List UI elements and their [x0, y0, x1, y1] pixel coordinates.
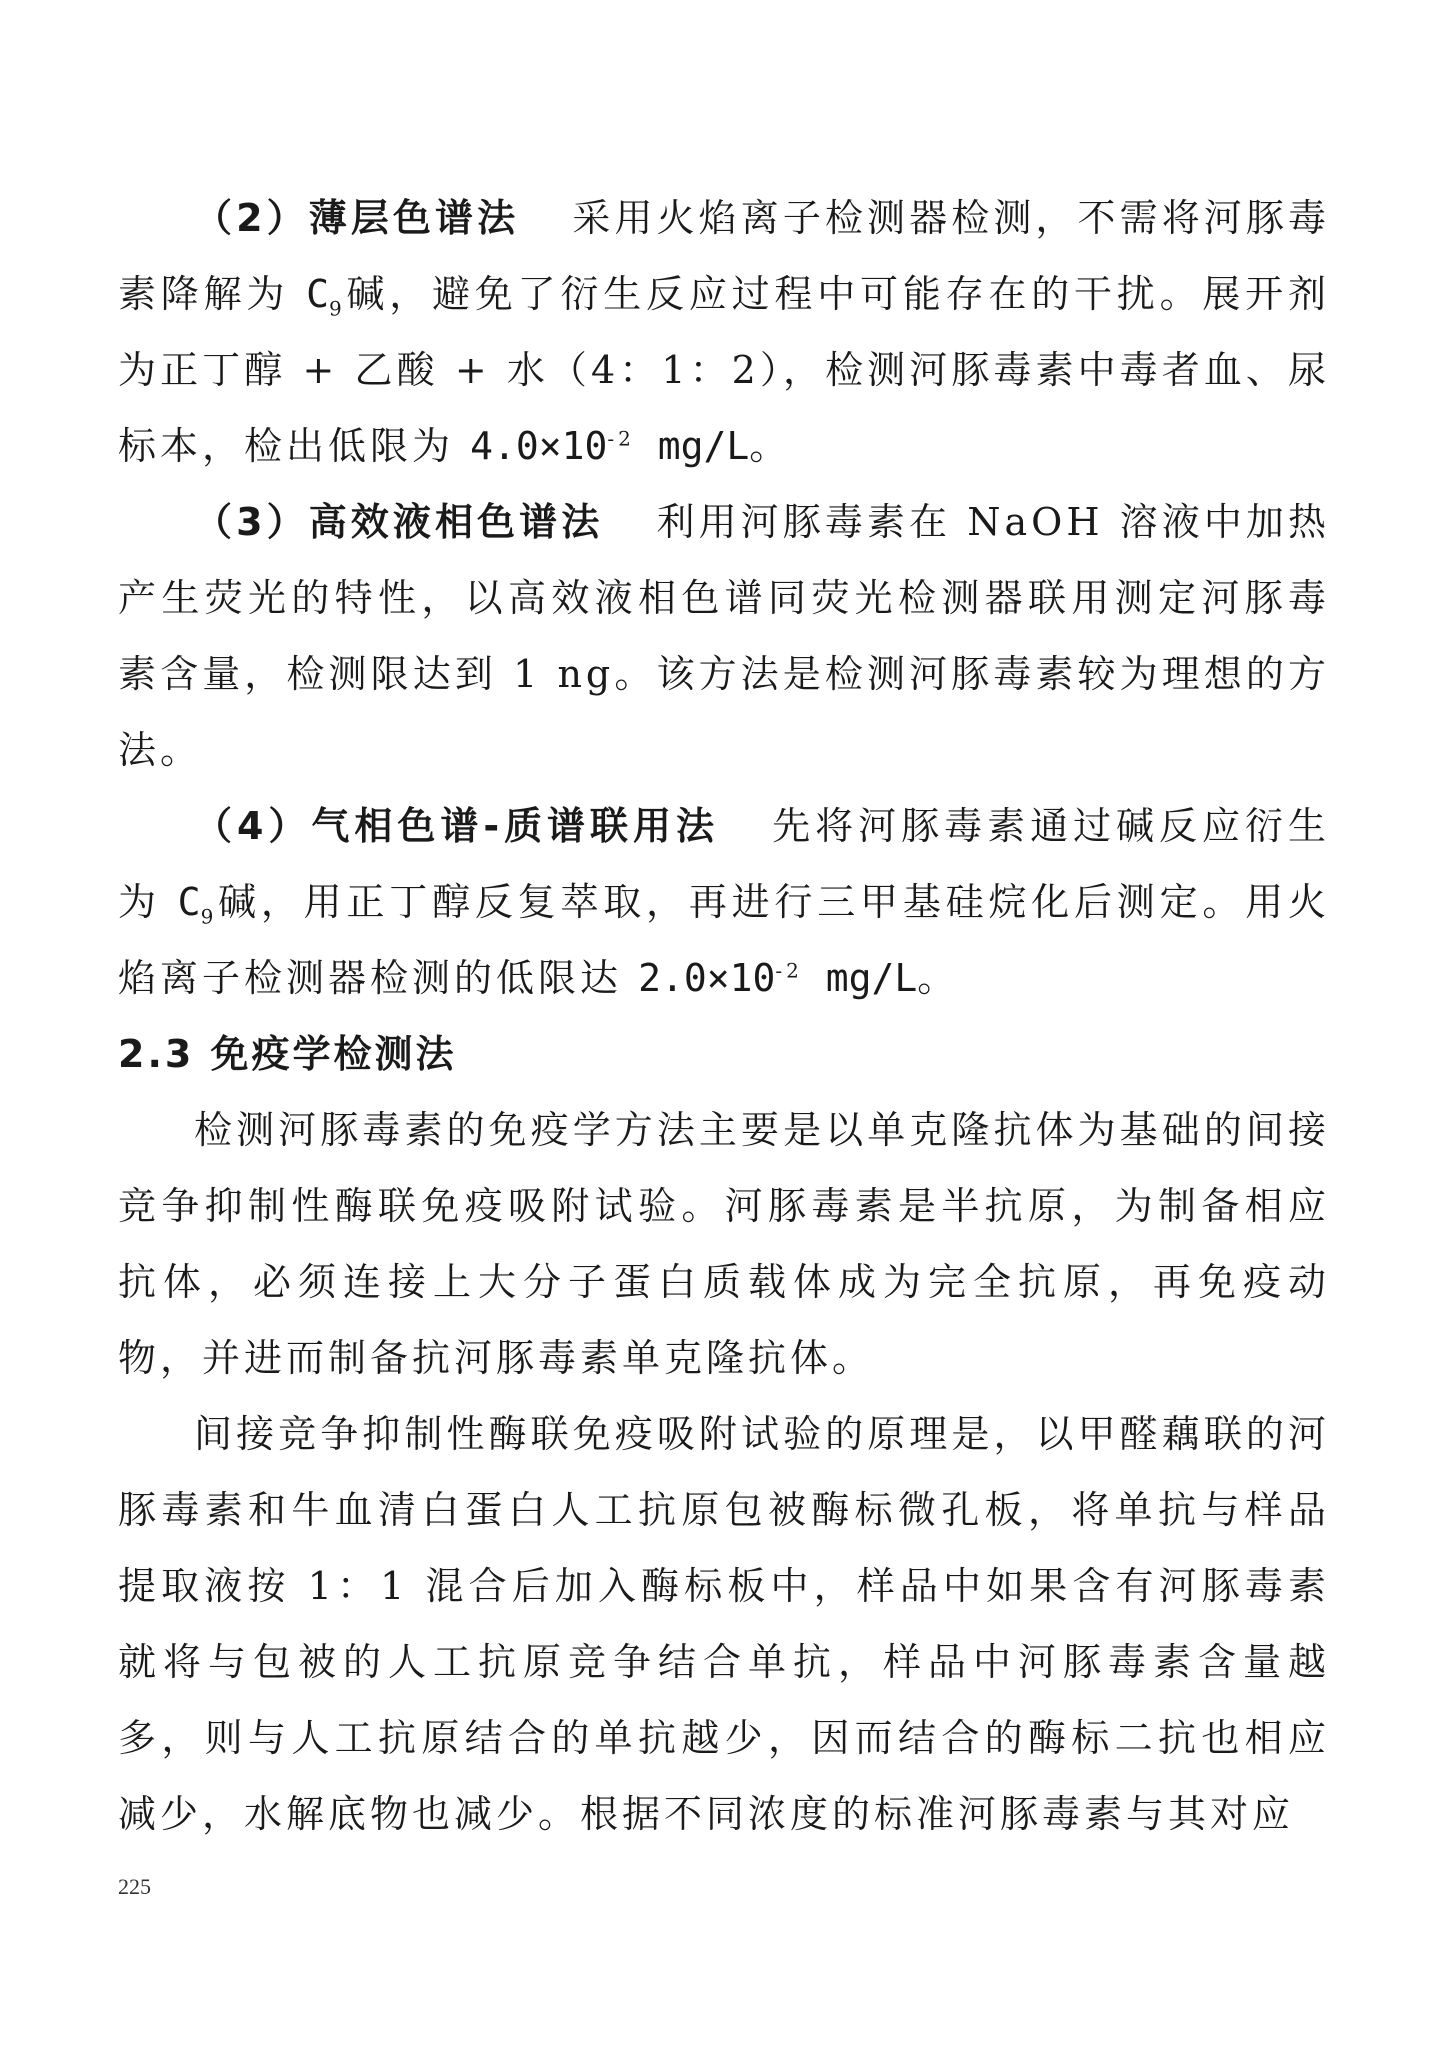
gcms-limit-exponent: -2 [775, 958, 803, 983]
paragraph-gc-ms [118, 788, 1330, 1016]
section-heading-immunology: 2.3 免疫学检测法 [118, 1032, 457, 1076]
tlc-limit-exponent: -2 [607, 426, 635, 451]
page-number: 225 [118, 1874, 151, 1899]
hplc-text: 利用河豚毒素在 NaOH 溶液中加热产生荧光的特性，以高效液相色谱同荧光检测器联用测定河豚毒素含量，检测限达到 1 ng。该方法是检测河豚毒素较为理想的方法。 [118, 500, 1330, 772]
paragraph-thin-layer-chromatography [118, 180, 1330, 484]
tlc-limit-value: 4.0×10 [470, 424, 608, 468]
paragraph-elisa-principle: 间接竞争抑制性酶联免疫吸附试验的原理是，以甲醛藕联的河豚毒素和牛血清白蛋白人工抗原包被酶标微孔板，将单抗与样品提取液按 1：1 混合后加入酶标板中，样品中如果含有河豚毒素就将与包被的人工抗原竞争结合单抗，样品中河豚毒素含量越多，则与人工抗原结合的单抗越少，因而结合的酶标二抗也相应减少，水解底物也减少。根据不同浓度的标准河豚毒素与其对应 [118, 1412, 1330, 1836]
method-title-tlc: （2）薄层色谱法 [194, 196, 520, 240]
method-title-gc-ms: （4）气相色谱-质谱联用法 [194, 804, 719, 848]
gcms-limit-unit: mg/L。 [802, 956, 956, 1000]
gcms-c-symbol: C [177, 880, 201, 924]
tlc-c-subscript: 9 [328, 296, 346, 321]
tlc-text-part1: 采用火焰离子检测器检测，不需将河豚毒素降解为 [118, 196, 1330, 316]
paragraph-immunology-intro: 检测河豚毒素的免疫学方法主要是以单克隆抗体为基础的间接竞争抑制性酶联免疫吸附试验。河豚毒素是半抗原，为制备相应抗体，必须连接上大分子蛋白质载体成为完全抗原，再免疫动物，并进而制备抗河豚毒素单克隆抗体。 [118, 1108, 1330, 1380]
gcms-limit-value: 2.0×10 [638, 956, 776, 1000]
tlc-c-symbol: C [306, 272, 329, 316]
paragraph-hplc [118, 484, 1330, 788]
gcms-c-subscript: 9 [200, 904, 218, 929]
method-title-hplc: （3）高效液相色谱法 [194, 500, 604, 544]
tlc-text-part2: 碱，避免了衍生反应过程中可能存在的干扰。展开剂为正丁醇 + 乙酸 + 水（4：1：2），检测河豚毒素中毒者血、尿标本，检出低限为 [118, 272, 1330, 468]
gcms-text-part1: 先将河豚毒素通过碱反应衍生为 [118, 804, 1330, 924]
tlc-limit-unit: mg/L。 [634, 424, 788, 468]
gcms-text-part2: 碱，用正丁醇反复萃取，再进行三甲基硅烷化后测定。用火焰离子检测器检测的低限达 [118, 880, 1330, 1000]
